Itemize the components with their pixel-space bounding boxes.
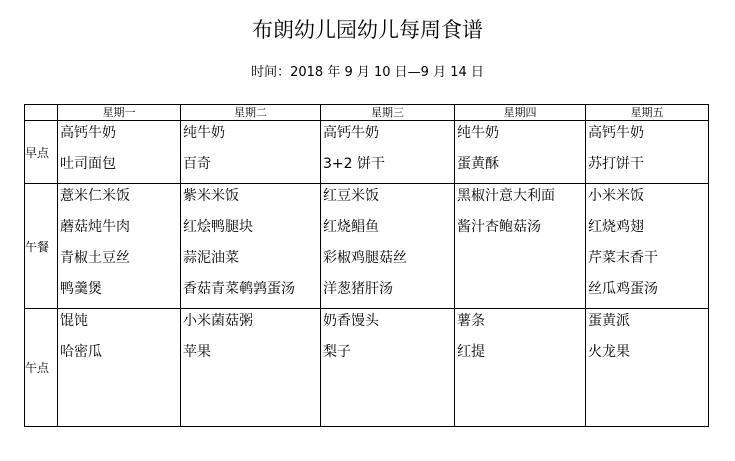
day-header: 星期二 (181, 105, 321, 121)
dish-item: 小米菌菇粥 (183, 313, 253, 329)
dish-item: 红烩鸭腿块 (183, 219, 253, 235)
header-row (25, 105, 709, 121)
menu-cell (181, 184, 321, 309)
dish-item: 火龙果 (588, 344, 630, 360)
dish-item: 蛋黄酥 (457, 156, 499, 172)
dish-item: 酱汁杏鲍菇汤 (457, 219, 541, 235)
meal-row (25, 309, 709, 427)
dish-item: 吐司面包 (60, 156, 116, 172)
dish-item: 高钙牛奶 (588, 125, 644, 141)
dish-item: 小米米饭 (588, 188, 644, 204)
dish-item: 蒜泥油菜 (183, 250, 239, 266)
menu-cell (455, 184, 586, 309)
day-header: 星期五 (586, 105, 709, 121)
dish-item: 芹菜末香干 (588, 250, 658, 266)
menu-cell (58, 309, 181, 427)
dish-item: 紫米米饭 (183, 188, 239, 204)
dish-item: 馄饨 (60, 313, 88, 329)
menu-cell (58, 184, 181, 309)
menu-cell (586, 309, 709, 427)
dish-item: 香菇青菜鹌鹑蛋汤 (183, 281, 295, 297)
meal-label: 午点 (25, 309, 58, 427)
menu-cell (455, 309, 586, 427)
dish-item: 苹果 (183, 344, 211, 360)
dish-item: 哈密瓜 (60, 344, 102, 360)
menu-cell (321, 309, 455, 427)
menu-cell (586, 184, 709, 309)
dish-item: 蛋黄派 (588, 313, 630, 329)
dish-item: 梨子 (323, 344, 351, 360)
dish-item: 红烧鸡翅 (588, 219, 644, 235)
dish-item: 3+2 饼干 (323, 156, 385, 172)
menu-cell (321, 184, 455, 309)
dish-item: 黑椒汁意大利面 (457, 188, 555, 204)
date-range: 时间：2018 年 9 月 10 日—9 月 14 日 (251, 65, 484, 80)
meal-label: 午餐 (25, 184, 58, 309)
dish-item: 红烧鲳鱼 (323, 219, 379, 235)
corner-cell (25, 105, 58, 121)
dish-item: 红提 (457, 344, 485, 360)
dish-item: 高钙牛奶 (323, 125, 379, 141)
weekly-menu-table (24, 104, 709, 427)
menu-cell (58, 121, 181, 184)
dish-item: 高钙牛奶 (60, 125, 116, 141)
dish-item: 彩椒鸡腿菇丝 (323, 250, 407, 266)
dish-item: 薏米仁米饭 (60, 188, 130, 204)
day-header: 星期四 (455, 105, 586, 121)
dish-item: 苏打饼干 (588, 156, 644, 172)
page-title: 布朗幼儿园幼儿每周食谱 (252, 18, 483, 42)
dish-item: 蘑菇炖牛肉 (60, 219, 130, 235)
dish-item: 洋葱猪肝汤 (323, 281, 393, 297)
menu-cell (586, 121, 709, 184)
dish-item: 奶香馒头 (323, 313, 379, 329)
day-header: 星期一 (58, 105, 181, 121)
menu-cell (181, 121, 321, 184)
dish-item: 纯牛奶 (183, 125, 225, 141)
dish-item: 青椒土豆丝 (60, 250, 130, 266)
meal-row (25, 121, 709, 184)
meal-row (25, 184, 709, 309)
dish-item: 薯条 (457, 313, 485, 329)
dish-item: 鸭羹煲 (60, 281, 102, 297)
menu-cell (455, 121, 586, 184)
dish-item: 丝瓜鸡蛋汤 (588, 281, 658, 297)
meal-label: 早点 (25, 121, 58, 184)
menu-cell (181, 309, 321, 427)
menu-cell (321, 121, 455, 184)
dish-item: 百奇 (183, 156, 211, 172)
dish-item: 纯牛奶 (457, 125, 499, 141)
dish-item: 红豆米饭 (323, 188, 379, 204)
day-header: 星期三 (321, 105, 455, 121)
